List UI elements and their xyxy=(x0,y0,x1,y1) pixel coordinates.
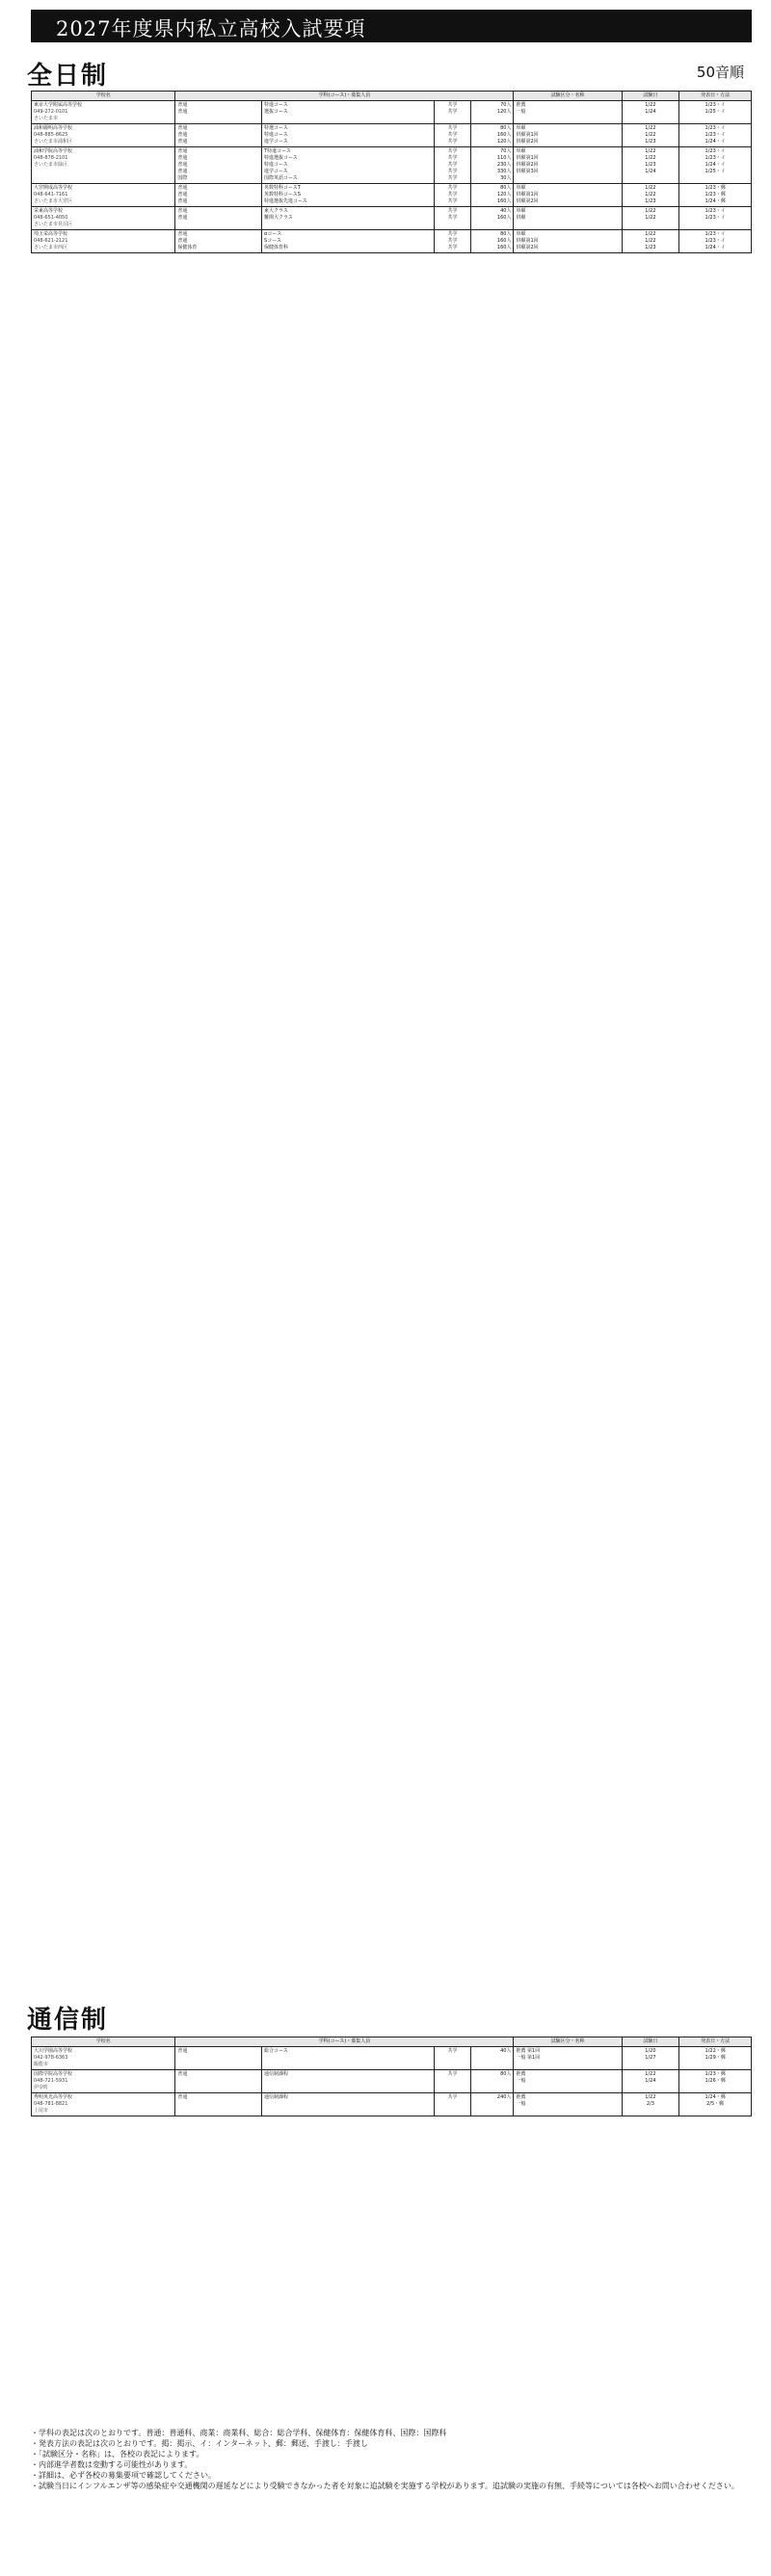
course-quota: 160人 xyxy=(496,198,512,204)
course-name-cell xyxy=(262,2070,435,2093)
course-gender: 共学 xyxy=(447,148,458,154)
exam-result: 1/25・イ xyxy=(705,109,726,115)
course-dept: 普通 xyxy=(177,192,188,197)
course-gender: 共学 xyxy=(447,192,458,197)
exam-name: 推薦 xyxy=(516,2094,526,2100)
course-dept-cell xyxy=(175,184,262,207)
course-name: 選抜コース xyxy=(264,109,288,115)
column-header: 学校名 xyxy=(32,2037,175,2047)
exam-result: 1/23・イ xyxy=(705,238,726,244)
course-dept-cell xyxy=(175,207,262,230)
footnote: ・試験当日にインフルエンザ等の感染症や交通機関の遅延などにより受験できなかった者を対象に追試験を実施する学校があります。追試験の実施の有無、手続等については各校へお問い合わせください。 xyxy=(31,2482,739,2490)
exam-result: 1/23・イ xyxy=(705,231,726,237)
exam-date-cell xyxy=(622,2070,679,2093)
course-gender-cell xyxy=(435,207,470,230)
course-quota: 120人 xyxy=(496,139,512,145)
course-dept: 普通 xyxy=(177,215,188,221)
course-dept-cell xyxy=(175,2070,262,2093)
school-cell xyxy=(32,184,175,207)
course-quota: 80人 xyxy=(500,185,512,191)
course-gender-cell xyxy=(435,147,470,184)
column-header: 学科(コース)・募集人員 xyxy=(175,92,514,101)
course-name: 通信制課程 xyxy=(264,2071,289,2077)
course-name-cell xyxy=(262,184,435,207)
course-gender-cell xyxy=(435,101,470,124)
school-cell xyxy=(32,2070,175,2093)
school-name: 栄東高等学校 xyxy=(34,208,64,214)
exam-name-cell xyxy=(514,2047,622,2070)
column-header: 発表日・方法 xyxy=(679,92,752,101)
course-name: 特進コース xyxy=(264,102,288,108)
school-cell xyxy=(32,2047,175,2070)
course-gender: 共学 xyxy=(447,208,458,214)
school-name: 大川学園高等学校 xyxy=(34,2048,73,2054)
exam-name: 一般 第1回 xyxy=(516,2055,541,2061)
school-row xyxy=(32,230,752,253)
document-title: 2027年度県内私立高校入試要項 xyxy=(56,17,366,40)
exam-name-cell xyxy=(514,184,622,207)
exam-result-cell xyxy=(679,2070,752,2093)
course-dept-cell xyxy=(175,101,262,124)
exam-date: 1/22 xyxy=(645,102,656,108)
school-tel: 048-641-7161 xyxy=(34,192,68,197)
course-gender-cell xyxy=(435,184,470,207)
course-quota: 120人 xyxy=(496,192,512,197)
course-name: 国際英語コース xyxy=(264,175,298,181)
course-gender: 共学 xyxy=(447,132,458,138)
exam-date: 1/24 xyxy=(645,169,656,174)
course-gender: 共学 xyxy=(447,231,458,237)
course-dept: 普通 xyxy=(177,2094,188,2100)
school-name: 埼玉栄高等学校 xyxy=(34,231,68,237)
exam-name: 単願 xyxy=(516,231,526,237)
course-name: 英数特科コースS xyxy=(264,192,301,197)
school-city: 上尾市 xyxy=(34,2108,49,2114)
course-name-cell xyxy=(262,2093,435,2116)
exam-date: 1/22 xyxy=(645,125,656,131)
course-dept: 保健体育 xyxy=(177,245,198,250)
exam-date: 1/23 xyxy=(645,139,656,145)
course-name-cell xyxy=(262,2047,435,2070)
course-gender: 共学 xyxy=(447,245,458,250)
course-dept: 普通 xyxy=(177,139,188,145)
school-tel: 042-978-6363 xyxy=(34,2055,68,2061)
exam-name: 併願第1回 xyxy=(516,132,539,138)
exam-result-cell xyxy=(679,230,752,253)
course-dept: 普通 xyxy=(177,169,188,174)
school-tel: 048-781-8821 xyxy=(34,2101,68,2107)
exam-result: 1/23・郵 xyxy=(705,2071,726,2077)
course-dept: 普通 xyxy=(177,125,188,131)
exam-date: 1/23 xyxy=(645,198,656,204)
exam-date: 1/22 xyxy=(645,192,656,197)
school-city: さいたま市見沼区 xyxy=(34,222,73,227)
exam-date: 1/22 xyxy=(645,208,656,214)
course-gender: 共学 xyxy=(447,198,458,204)
course-dept: 国際 xyxy=(177,175,188,181)
school-cell xyxy=(32,147,175,184)
exam-result: 1/23・イ xyxy=(705,148,726,154)
column-header: 試験日 xyxy=(622,92,679,101)
exam-name: 併願第1回 xyxy=(516,155,539,161)
school-name: 大宮開成高等学校 xyxy=(34,185,73,191)
exam-date-cell xyxy=(622,147,679,184)
school-tel: 048-651-4050 xyxy=(34,215,68,221)
school-tel: 048-621-2121 xyxy=(34,238,68,244)
course-quota: 80人 xyxy=(500,231,512,237)
course-quota-cell xyxy=(470,124,514,147)
school-row xyxy=(32,2047,752,2070)
course-name-cell xyxy=(262,207,435,230)
course-gender-cell xyxy=(435,2093,470,2116)
course-dept: 普通 xyxy=(177,231,188,237)
school-city: さいたま市浦和区 xyxy=(34,139,73,145)
exam-result: 1/23・イ xyxy=(705,215,726,221)
course-gender-cell xyxy=(435,230,470,253)
exam-result-cell xyxy=(679,2047,752,2070)
exam-name: 一般 xyxy=(516,109,526,115)
course-quota-cell xyxy=(470,230,514,253)
course-quota: 160人 xyxy=(496,238,512,244)
course-name: 特進コース xyxy=(264,162,288,168)
school-cell xyxy=(32,2093,175,2116)
school-city: さいたま市大宮区 xyxy=(34,198,73,204)
course-quota: 70人 xyxy=(500,148,512,154)
school-row xyxy=(32,124,752,147)
course-quota: 40人 xyxy=(500,208,512,214)
course-dept: 普通 xyxy=(177,132,188,138)
course-name: Sコース xyxy=(264,238,281,244)
course-dept: 普通 xyxy=(177,102,188,108)
course-gender: 共学 xyxy=(447,162,458,168)
course-gender: 共学 xyxy=(447,109,458,115)
exam-date: 1/23 xyxy=(645,162,656,168)
school-city: さいたま市 xyxy=(34,116,59,121)
course-name: 特進選抜コース xyxy=(264,155,298,161)
order-note: 50音順 xyxy=(696,64,744,81)
exam-result: 1/23・イ xyxy=(705,125,726,131)
exam-name: 推薦 xyxy=(516,2071,526,2077)
course-dept-cell xyxy=(175,124,262,147)
course-dept-cell xyxy=(175,147,262,184)
school-tel: 048-878-2101 xyxy=(34,155,68,161)
course-quota: 80人 xyxy=(500,2071,512,2077)
exam-name: 一般 xyxy=(516,2078,526,2084)
course-name: 保健体育科 xyxy=(264,245,289,250)
exam-result: 1/24・イ xyxy=(705,162,726,168)
school-row xyxy=(32,2070,752,2093)
exam-name: 単願 xyxy=(516,185,526,191)
course-dept: 普通 xyxy=(177,2071,188,2077)
exam-result-cell xyxy=(679,101,752,124)
course-name-cell xyxy=(262,147,435,184)
exam-result-cell xyxy=(679,207,752,230)
school-name: 国際学院高等学校 xyxy=(34,2071,73,2077)
column-header: 試験区分・名称 xyxy=(514,92,622,101)
course-quota-cell xyxy=(470,147,514,184)
course-name: T特進コース xyxy=(264,148,291,154)
course-gender: 共学 xyxy=(447,155,458,161)
course-name: 特進選抜先進コース xyxy=(264,198,307,204)
course-dept: 普通 xyxy=(177,109,188,115)
exam-date: 1/22 xyxy=(645,2094,656,2100)
column-header: 試験日 xyxy=(622,2037,679,2047)
school-tel: 048-721-5931 xyxy=(34,2078,68,2084)
course-quota: 30人 xyxy=(500,175,512,181)
column-header: 学校名 xyxy=(32,92,175,101)
exam-date: 1/22 xyxy=(645,148,656,154)
course-name-cell xyxy=(262,230,435,253)
exam-result-cell xyxy=(679,184,752,207)
school-cell xyxy=(32,230,175,253)
school-city: さいたま市西区 xyxy=(34,245,68,250)
exam-date-cell xyxy=(622,184,679,207)
school-city: 伊奈町 xyxy=(34,2085,49,2090)
school-name: 秀明英光高等学校 xyxy=(34,2094,73,2100)
exam-date: 1/22 xyxy=(645,132,656,138)
course-dept: 普通 xyxy=(177,208,188,214)
footnote: ・詳細は、必ず各校の募集要項で確認してください。 xyxy=(31,2471,216,2480)
course-dept: 普通 xyxy=(177,198,188,204)
course-name: αコース xyxy=(264,231,282,237)
exam-result: 1/24・イ xyxy=(705,245,726,250)
exam-name-cell xyxy=(514,101,622,124)
column-header: 学科(コース)・募集人員 xyxy=(175,2037,514,2047)
course-name: 通信制課程 xyxy=(264,2094,289,2100)
exam-date: 1/24 xyxy=(645,109,656,115)
exam-name: 単願 xyxy=(516,208,526,214)
course-quota: 160人 xyxy=(496,132,512,138)
correspondence-schools-table xyxy=(31,2037,752,2116)
course-dept-cell xyxy=(175,230,262,253)
course-gender-cell xyxy=(435,2047,470,2070)
school-row xyxy=(32,147,752,184)
exam-result: 1/23・郵 xyxy=(705,192,726,197)
course-dept-cell xyxy=(175,2093,262,2116)
exam-name: 併願第1回 xyxy=(516,192,539,197)
course-quota: 230人 xyxy=(496,162,512,168)
course-gender: 共学 xyxy=(447,169,458,174)
course-gender: 共学 xyxy=(447,185,458,191)
exam-name: 併願第3回 xyxy=(516,169,539,174)
table-header-row xyxy=(32,2037,752,2047)
exam-name: 併願第2回 xyxy=(516,162,539,168)
course-gender: 共学 xyxy=(447,2048,458,2054)
course-quota-cell xyxy=(470,2070,514,2093)
fulltime-schools-table xyxy=(31,91,752,253)
course-gender: 共学 xyxy=(447,175,458,181)
exam-result: 1/24・イ xyxy=(705,139,726,145)
course-gender-cell xyxy=(435,2070,470,2093)
exam-name-cell xyxy=(514,207,622,230)
exam-name: 一般 xyxy=(516,2101,526,2107)
course-name-cell xyxy=(262,124,435,147)
course-name: 英数特科コースT xyxy=(264,185,301,191)
school-row xyxy=(32,101,752,124)
exam-date: 1/22 xyxy=(645,238,656,244)
exam-date-cell xyxy=(622,230,679,253)
course-gender: 共学 xyxy=(447,2094,458,2100)
course-quota-cell xyxy=(470,2093,514,2116)
exam-result: 1/22・郵 xyxy=(705,2048,726,2054)
course-dept-cell xyxy=(175,2047,262,2070)
exam-result: 1/29・郵 xyxy=(705,2055,726,2061)
course-quota: 110人 xyxy=(496,155,512,161)
exam-result-cell xyxy=(679,2093,752,2116)
footnote: ・学科の表記は次のとおりです。普通：普通科、商業：商業科、総合：総合学科、保健体育：保健体育科、国際：国際科 xyxy=(31,2429,447,2437)
course-dept: 普通 xyxy=(177,155,188,161)
exam-name-cell xyxy=(514,147,622,184)
exam-date: 1/27 xyxy=(645,2055,656,2061)
exam-date: 1/22 xyxy=(645,2071,656,2077)
exam-result: 1/23・イ xyxy=(705,155,726,161)
school-row xyxy=(32,207,752,230)
course-name-cell xyxy=(262,101,435,124)
table-header-row xyxy=(32,92,752,101)
exam-date: 1/22 xyxy=(645,215,656,221)
school-name: 浦和学院高等学校 xyxy=(34,148,73,154)
course-dept: 普通 xyxy=(177,2048,188,2054)
school-cell xyxy=(32,101,175,124)
course-quota: 330人 xyxy=(496,169,512,174)
exam-result-cell xyxy=(679,124,752,147)
course-quota-cell xyxy=(470,2047,514,2070)
school-name: 浦和麗明高等学校 xyxy=(34,125,73,131)
course-dept: 普通 xyxy=(177,185,188,191)
course-quota: 70人 xyxy=(500,102,512,108)
school-city: 飯能市 xyxy=(34,2062,49,2067)
exam-name-cell xyxy=(514,2093,622,2116)
course-dept: 普通 xyxy=(177,238,188,244)
exam-name-cell xyxy=(514,124,622,147)
exam-result: 1/23・イ xyxy=(705,102,726,108)
exam-name: 併願第2回 xyxy=(516,198,539,204)
school-tel: 049-272-0101 xyxy=(34,109,68,115)
exam-date: 1/24 xyxy=(645,2078,656,2084)
course-name: 難関大クラス xyxy=(264,215,293,221)
course-name: 進学コース xyxy=(264,139,288,145)
exam-date-cell xyxy=(622,207,679,230)
exam-name: 併願第1回 xyxy=(516,238,539,244)
exam-name: 単願 xyxy=(516,148,526,154)
exam-date: 1/22 xyxy=(645,185,656,191)
footnote: ・「試験区分・名称」は、各校の表記によります。 xyxy=(31,2450,204,2458)
section-heading-fulltime: 全日制 xyxy=(27,62,109,91)
exam-result: 1/24・郵 xyxy=(705,2094,726,2100)
school-cell xyxy=(32,124,175,147)
course-quota-cell xyxy=(470,101,514,124)
exam-date-cell xyxy=(622,101,679,124)
course-name: 東大クラス xyxy=(264,208,288,214)
exam-name: 推薦 第1回 xyxy=(516,2048,541,2054)
exam-date: 1/22 xyxy=(645,155,656,161)
footnote: ・発表方法の表記は次のとおりです。掲：掲示、イ：インターネット、郵：郵送、手渡し：手渡し xyxy=(31,2439,368,2448)
exam-name: 併願 xyxy=(516,215,526,221)
footnote: ・内部進学者数は変動する可能性があります。 xyxy=(31,2460,193,2469)
exam-result: 1/25・イ xyxy=(705,169,726,174)
exam-name-cell xyxy=(514,230,622,253)
school-row xyxy=(32,184,752,207)
course-gender: 共学 xyxy=(447,102,458,108)
document-title-bar xyxy=(31,10,752,42)
exam-result: 1/24・郵 xyxy=(705,198,726,204)
footnotes xyxy=(31,2428,752,2491)
course-gender: 共学 xyxy=(447,215,458,221)
course-gender-cell xyxy=(435,124,470,147)
exam-result: 1/23・郵 xyxy=(705,185,726,191)
exam-result: 1/23・イ xyxy=(705,208,726,214)
exam-date-cell xyxy=(622,2047,679,2070)
column-header: 試験区分・名称 xyxy=(514,2037,622,2047)
exam-date-cell xyxy=(622,2093,679,2116)
column-header: 発表日・方法 xyxy=(679,2037,752,2047)
exam-result: 1/26・郵 xyxy=(705,2078,726,2084)
school-cell xyxy=(32,207,175,230)
exam-name: 併願第2回 xyxy=(516,245,539,250)
exam-name-cell xyxy=(514,2070,622,2093)
exam-name: 併願第2回 xyxy=(516,139,539,145)
exam-name: 推薦 xyxy=(516,102,526,108)
course-quota: 120人 xyxy=(496,109,512,115)
exam-date: 1/20 xyxy=(645,2048,656,2054)
course-quota-cell xyxy=(470,184,514,207)
course-name: 特進コース xyxy=(264,132,288,138)
course-quota: 40人 xyxy=(500,2048,512,2054)
exam-date-cell xyxy=(622,124,679,147)
course-dept: 普通 xyxy=(177,162,188,168)
course-quota: 160人 xyxy=(496,215,512,221)
school-row xyxy=(32,2093,752,2116)
school-tel: 048-885-8625 xyxy=(34,132,68,138)
exam-date: 1/22 xyxy=(645,231,656,237)
course-quota: 80人 xyxy=(500,125,512,131)
course-quota: 240人 xyxy=(496,2094,512,2100)
exam-date: 1/23 xyxy=(645,245,656,250)
course-name: 特選コース xyxy=(264,125,288,131)
course-quota-cell xyxy=(470,207,514,230)
exam-result: 2/5・郵 xyxy=(706,2101,725,2107)
course-gender: 共学 xyxy=(447,139,458,145)
course-gender: 共学 xyxy=(447,125,458,131)
course-name: 進学コース xyxy=(264,169,288,174)
school-city: さいたま市緑区 xyxy=(34,162,68,168)
school-name: 東京大学附属高等学校 xyxy=(34,102,83,108)
course-dept: 普通 xyxy=(177,148,188,154)
course-name: 総合コース xyxy=(264,2048,288,2054)
course-gender: 共学 xyxy=(447,2071,458,2077)
exam-name: 単願 xyxy=(516,125,526,131)
course-gender: 共学 xyxy=(447,238,458,244)
course-quota: 160人 xyxy=(496,245,512,250)
exam-result-cell xyxy=(679,147,752,184)
exam-result: 1/23・イ xyxy=(705,132,726,138)
section-heading-correspondence: 通信制 xyxy=(27,2006,109,2035)
exam-date: 2/3 xyxy=(646,2101,654,2107)
